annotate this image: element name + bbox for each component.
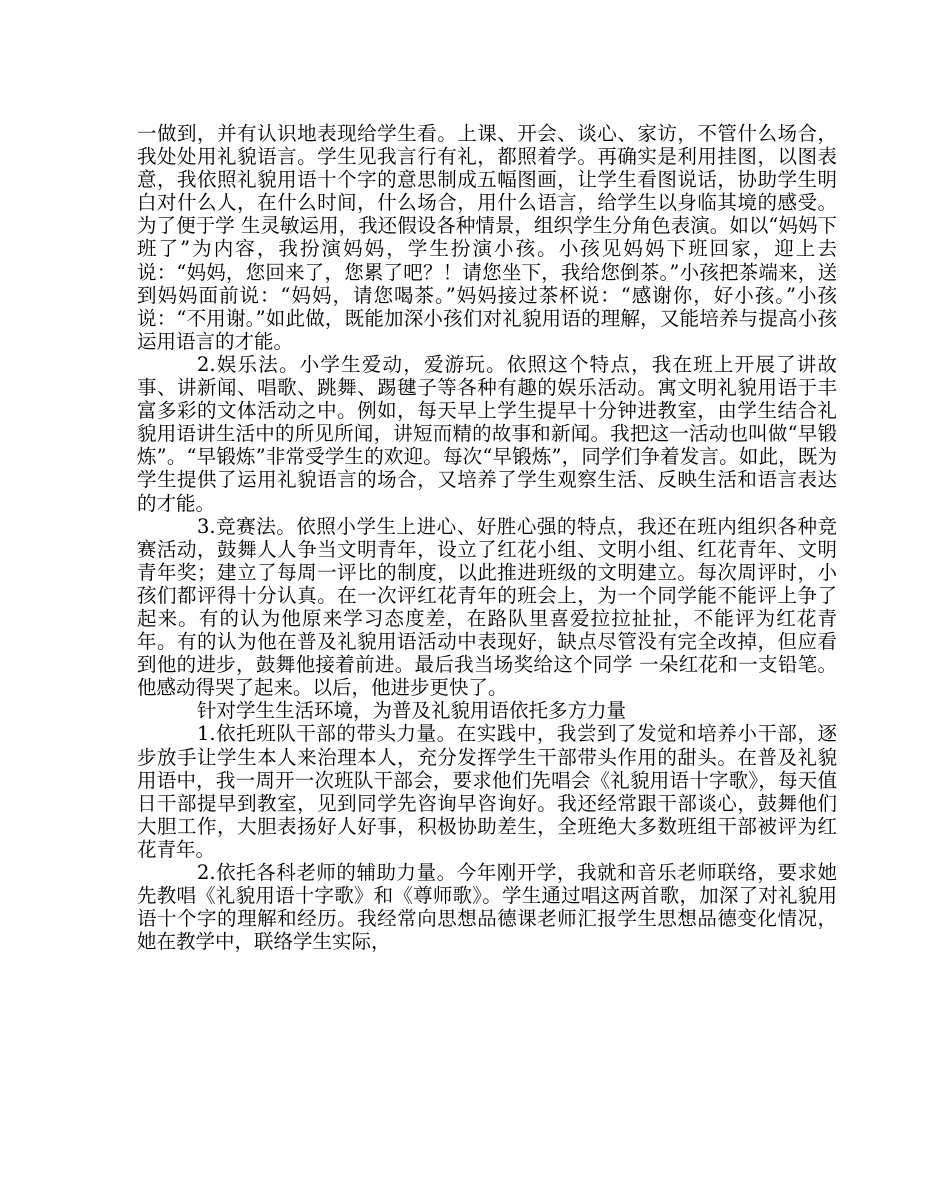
- paragraph-class-cadres: 1.依托班队干部的带头力量。在实践中，我尝到了发觉和培养小干部，逐步放手让学生本人来治理本人，充分发挥学生干部带头作用的甜头。在普及礼貌用语中，我一周开一次班队干部会，要求他们先唱会《礼貌用语十字歌》，每天值日干部提早到教室，见到同学先咨询早咨询好。我还经常跟干部谈心，鼓舞他们大胆工作，大胆表扬好人好事，积极协助差生，全班绝大多数班组干部被评为红花青年。: [137, 722, 837, 861]
- document-page: [137, 122, 837, 953]
- paragraph-politeness-demonstration: 一做到，并有认识地表现给学生看。上课、开会、谈心、家访，不管什么场合，我处处用礼貌语言。学生见我言行有礼，都照着学。再确实是利用挂图，以图表意，我依照礼貌用语十个字的意思制成五幅图画，让学生看图说话，协助学生明白对什么人，在什么时间，什么场合，用什么语言，给学生以身临其境的感受。为了便于学 生灵敏运用，我还假设各种情景，组织学生分角色表演。如以“妈妈下班了”为内容，我扮演妈妈，学生扮演小孩。小孩见妈妈下班回家，迎上去说：“妈妈，您回来了，您累了吧？！请您坐下，我给您倒茶。”小孩把茶端来，送到妈妈面前说：“妈妈，请您喝茶。”妈妈接过茶杯说：“感谢你，好小孩。”小孩说：“不用谢。”如此做，既能加深小孩们对礼貌用语的理解，又能培养与提高小孩运用语言的才能。: [137, 122, 837, 353]
- paragraph-subject-teachers: 2.依托各科老师的辅助力量。今年刚开学，我就和音乐老师联络，要求她先教唱《礼貌用语十字歌》和《尊师歌》。学生通过唱这两首歌，加深了对礼貌用语十个字的理解和经历。我经常向思想品德课老师汇报学生思想品德变化情况，她在教学中，联络学生实际，: [137, 861, 837, 954]
- section-heading: 针对学生生活环境，为普及礼貌用语依托多方力量: [197, 699, 627, 723]
- paragraph-competition-method: 3.竞赛法。依照小学生上进心、好胜心强的特点，我还在班内组织各种竞赛活动，鼓舞人人争当文明青年，设立了红花小组、文明小组、红花青年、文明青年奖；建立了每周一评比的制度，以此推进班级的文明建立。每次周评时，小孩们都评得十分认真。在一次评红花青年的班会上，为一个同学能不能评上争了起来。有的认为他原来学习态度差，在路队里喜爱拉拉扯扯，不能评为红花青年。有的认为他在普及礼貌用语活动中表现好，缺点尽管没有完全改掉，但应看到他的进步，鼓舞他接着前进。最后我当场奖给这个同学 一朵红花和一支铅笔。他感动得哭了起来。以后，他进步更快了。: [137, 514, 837, 700]
- paragraph-entertainment-method: 2.娱乐法。小学生爱动，爱游玩。依照这个特点，我在班上开展了讲故事、讲新闻、唱歌、跳舞、踢毽子等各种有趣的娱乐活动。寓文明礼貌用语于丰富多彩的文体活动之中。例如，每天早上学生提早十分钟进教室，由学生结合礼貌用语讲生活中的所见所闻，讲短而精的故事和新闻。我把这一活动也叫做“早锻炼”。“早锻炼”非常受学生的欢迎。每次“早锻炼”，同学们争着发言。如此，既为学生提供了运用礼貌语言的场合，又培养了学生观察生活、反映生活和语言表达的才能。: [137, 352, 837, 515]
